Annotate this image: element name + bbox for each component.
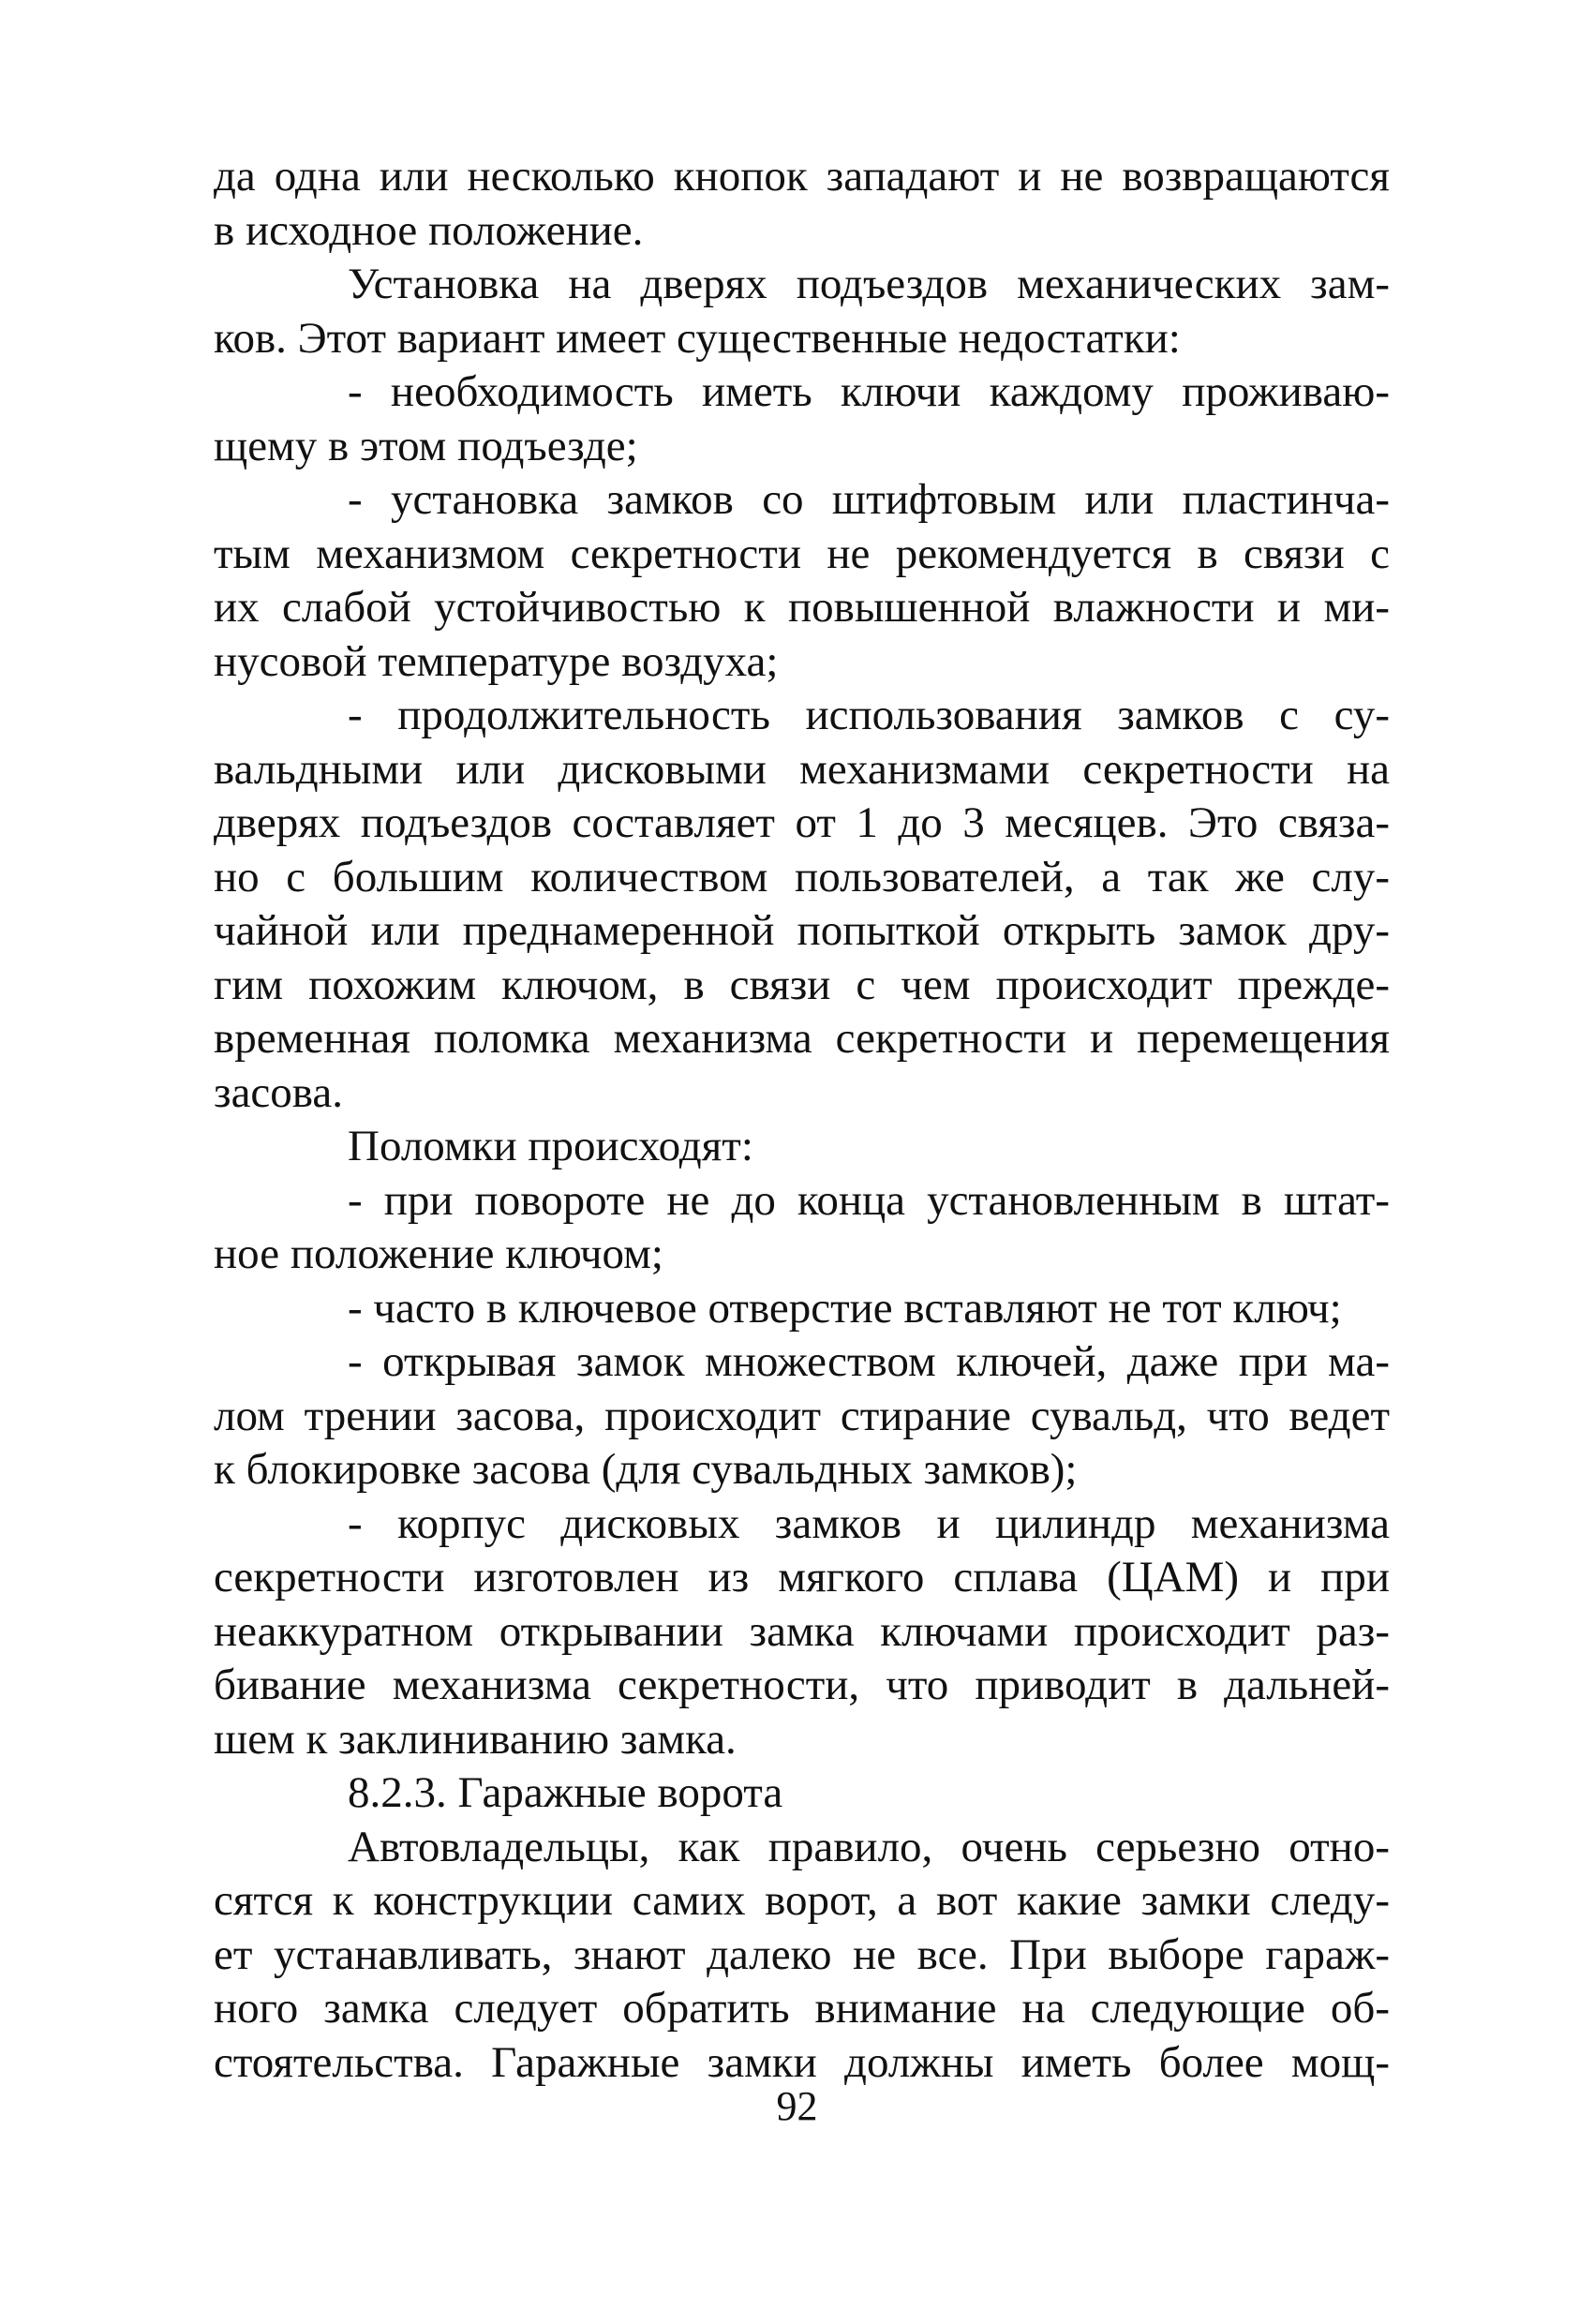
text-line: Поломки происходят: <box>348 1122 753 1170</box>
text-line: лом трении засова, происходит стирание сувальд, что ведет <box>214 1391 1390 1440</box>
text-line: временная поломка механизма секретности и перемещения <box>214 1014 1390 1063</box>
text-line: - корпус дисковых замков и цилиндр механизма <box>348 1498 1390 1548</box>
text-line: Автовладельцы, как правило, очень серьезно отно- <box>348 1822 1390 1871</box>
text-line: ков. Этот вариант имеет существенные недостатки: <box>214 313 1181 363</box>
text-line: - часто в ключевое отверстие вставляют не тот ключ; <box>348 1283 1342 1333</box>
text-line: стоятельства. Гаражные замки должны иметь более мощ- <box>214 2037 1390 2087</box>
text-line: бивание механизма секретности, что приводит в дальней- <box>214 1661 1390 1709</box>
text-line: да одна или несколько кнопок западают и не возвращаются <box>214 152 1390 201</box>
text-line: - установка замков со штифтовым или пластинча- <box>348 475 1390 524</box>
text-line: их слабой устойчивостью к повышенной влажности и ми- <box>214 583 1390 632</box>
text-line: но с большим количеством пользователей, а так же слу- <box>214 852 1390 901</box>
text-line: вальдными или дисковыми механизмами секретности на <box>214 744 1390 794</box>
text-line: неаккуратном открывании замка ключами происходит раз- <box>214 1606 1390 1656</box>
text-line: тым механизмом секретности не рекомендуется в связи с <box>214 529 1390 578</box>
text-line: чайной или преднамеренной попыткой открыть замок дру- <box>214 906 1390 955</box>
text-line: сятся к конструкции самих ворот, а вот какие замки следу- <box>214 1876 1390 1925</box>
text-line: - необходимость иметь ключи каждому проживаю- <box>348 367 1390 416</box>
text-line: ное положение ключом; <box>214 1229 663 1278</box>
text-line: щему в этом подъезде; <box>214 421 638 470</box>
text-line: гим похожим ключом, в связи с чем происходит прежде- <box>214 960 1390 1009</box>
text-line: - продолжительность использования замков с су- <box>348 691 1390 739</box>
text-line: дверях подъездов составляет от 1 до 3 месяцев. Это связа- <box>214 798 1390 847</box>
page-body <box>214 150 1390 2090</box>
text-line: ного замка следует обратить внимание на следующие об- <box>214 1984 1390 2033</box>
text-line: - открывая замок множеством ключей, даже при ма- <box>348 1337 1390 1386</box>
text-line: - при повороте не до конца установленным в штат- <box>348 1175 1390 1225</box>
text-line: засова. <box>214 1067 343 1117</box>
text-line: Установка на дверях подъездов механических зам- <box>348 260 1390 308</box>
text-line: ет устанавливать, знают далеко не все. При выборе гараж- <box>214 1929 1390 1979</box>
text-line: к блокировке засова (для сувальдных замков); <box>214 1445 1078 1494</box>
page-number: 92 <box>776 2083 818 2129</box>
text-line: секретности изготовлен из мягкого сплава (ЦАМ) и при <box>214 1553 1390 1601</box>
text-line: шем к заклиниванию замка. <box>214 1714 737 1764</box>
text-line: нусовой температуре воздуха; <box>214 636 779 686</box>
section-heading: 8.2.3. Гаражные ворота <box>348 1768 783 1817</box>
text-line: в исходное положение. <box>214 205 644 255</box>
